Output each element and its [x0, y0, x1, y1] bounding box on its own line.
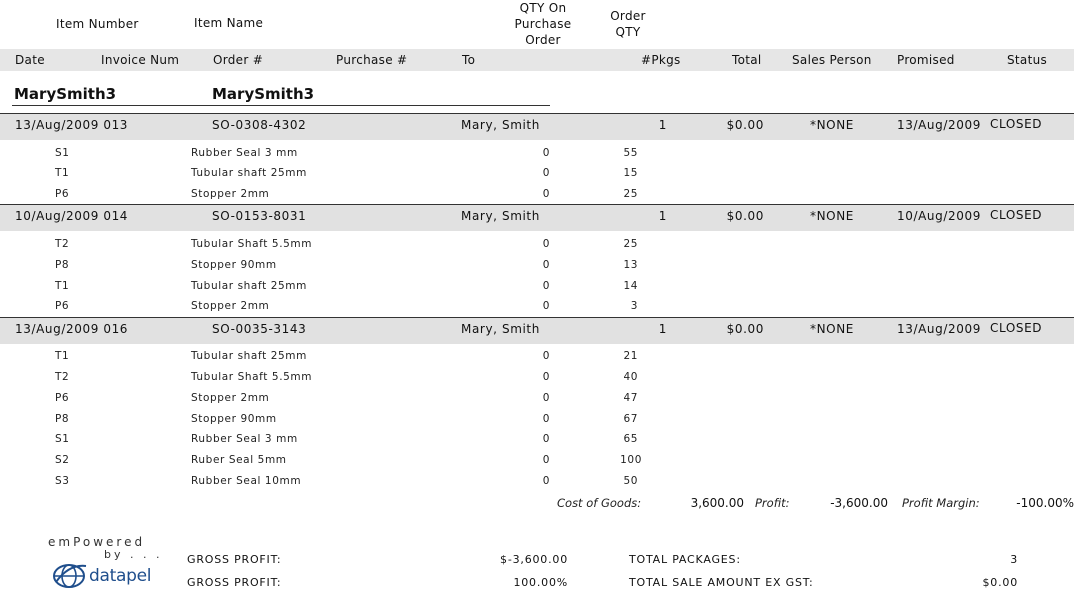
col-qty-on-po-line3: Order — [525, 33, 561, 47]
order-to: Mary, Smith — [461, 118, 540, 132]
line-qty-po: 0 — [542, 259, 550, 271]
profit-margin-label: Profit Margin: — [902, 496, 980, 510]
order-promised: 13/Aug/2009 — [897, 118, 981, 132]
col-pkgs: #Pkgs — [641, 53, 681, 67]
line-item-name: Tubular shaft 25mm — [191, 350, 307, 362]
line-item-name: Stopper 2mm — [191, 300, 270, 312]
line-item-number: S1 — [55, 147, 70, 159]
line-order-qty: 40 — [623, 371, 638, 383]
col-promised: Promised — [897, 53, 955, 67]
line-item-name: Stopper 2mm — [191, 188, 270, 200]
order-number: SO-0308-4302 — [212, 118, 307, 132]
line-item-number: T2 — [55, 371, 70, 383]
line-qty-po: 0 — [542, 300, 550, 312]
logo-datapel: datapel — [89, 566, 152, 586]
customer-code: MarySmith3 — [14, 85, 117, 103]
line-item-number: T1 — [55, 350, 70, 362]
cost-of-goods-value: 3,600.00 — [690, 496, 744, 510]
line-item-name: Tubular Shaft 5.5mm — [191, 238, 313, 250]
line-order-qty: 47 — [623, 392, 638, 404]
line-qty-po: 0 — [542, 392, 550, 404]
order-total: $0.00 — [726, 322, 764, 336]
line-item-name: Tubular shaft 25mm — [191, 167, 307, 179]
logo-by: by . . . — [104, 548, 163, 561]
datapel-globe-icon — [52, 560, 90, 588]
order-promised: 10/Aug/2009 — [897, 209, 981, 223]
line-item-name: Stopper 90mm — [191, 259, 277, 271]
line-item-number: P6 — [55, 392, 70, 404]
cost-of-goods-label: Cost of Goods: — [557, 496, 642, 510]
order-status: CLOSED — [990, 117, 1043, 131]
line-order-qty: 15 — [623, 167, 638, 179]
line-order-qty: 25 — [623, 238, 638, 250]
line-item-name: Stopper 90mm — [191, 413, 277, 425]
line-item-name: Rubber Seal 3 mm — [191, 147, 298, 159]
col-invoice-num: Invoice Num — [101, 53, 180, 67]
profit-label: Profit: — [755, 496, 790, 510]
col-total: Total — [732, 53, 762, 67]
line-order-qty: 100 — [620, 454, 642, 466]
gross-profit-label: GROSS PROFIT: — [187, 553, 282, 566]
line-qty-po: 0 — [542, 350, 550, 362]
total-sale-value: $0.00 — [982, 576, 1018, 589]
col-date: Date — [15, 53, 45, 67]
order-sales-person: *NONE — [810, 322, 854, 336]
order-number: SO-0035-3143 — [212, 322, 307, 336]
gross-profit-pct-label: GROSS PROFIT: — [187, 576, 282, 589]
gross-profit-pct-value: 100.00% — [513, 576, 568, 589]
total-packages-value: 3 — [1010, 553, 1018, 566]
line-qty-po: 0 — [542, 238, 550, 250]
col-status: Status — [1007, 53, 1048, 67]
order-to: Mary, Smith — [461, 209, 540, 223]
line-qty-po: 0 — [542, 188, 550, 200]
line-item-name: Tubular shaft 25mm — [191, 280, 307, 292]
order-date-invoice: 13/Aug/2009 013 — [15, 118, 129, 132]
col-qty-on-po-line2: Purchase — [514, 17, 572, 31]
order-promised: 13/Aug/2009 — [897, 322, 981, 336]
profit-margin-value: -100.00% — [1016, 496, 1074, 510]
order-pkgs: 1 — [658, 118, 667, 132]
line-order-qty: 50 — [623, 475, 638, 487]
line-item-number: S1 — [55, 433, 70, 445]
line-qty-po: 0 — [542, 147, 550, 159]
line-item-name: Tubular Shaft 5.5mm — [191, 371, 313, 383]
order-pkgs: 1 — [658, 322, 667, 336]
col-order-qty-line1: Order — [610, 9, 646, 23]
order-sales-person: *NONE — [810, 209, 854, 223]
col-order-num: Order # — [213, 53, 264, 67]
line-item-number: T1 — [55, 167, 70, 179]
order-sales-person: *NONE — [810, 118, 854, 132]
line-item-number: S2 — [55, 454, 70, 466]
line-order-qty: 25 — [623, 188, 638, 200]
line-item-name: Rubber Seal 3 mm — [191, 433, 298, 445]
col-to: To — [462, 53, 476, 67]
line-item-name: Ruber Seal 5mm — [191, 454, 287, 466]
col-qty-on-po-line1: QTY On — [519, 1, 567, 15]
order-total: $0.00 — [726, 209, 764, 223]
line-item-number: P8 — [55, 413, 70, 425]
col-sales-person: Sales Person — [792, 53, 872, 67]
line-item-number: S3 — [55, 475, 70, 487]
logo-empowered: emPowered — [48, 535, 146, 549]
line-qty-po: 0 — [542, 280, 550, 292]
line-qty-po: 0 — [542, 454, 550, 466]
col-purchase-num: Purchase # — [336, 53, 408, 67]
col-order-qty — [598, 8, 658, 40]
line-order-qty: 13 — [623, 259, 638, 271]
line-qty-po: 0 — [542, 413, 550, 425]
line-order-qty: 21 — [623, 350, 638, 362]
total-packages-label: TOTAL PACKAGES: — [629, 553, 741, 566]
line-item-number: P6 — [55, 300, 70, 312]
line-qty-po: 0 — [542, 433, 550, 445]
total-sale-label: TOTAL SALE AMOUNT EX GST: — [629, 576, 814, 589]
col-order-qty-line2: QTY — [615, 25, 641, 39]
line-order-qty: 14 — [623, 280, 638, 292]
gross-profit-value: $-3,600.00 — [500, 553, 568, 566]
line-qty-po: 0 — [542, 371, 550, 383]
line-order-qty: 55 — [623, 147, 638, 159]
order-date-invoice: 10/Aug/2009 014 — [15, 209, 129, 223]
order-status: CLOSED — [990, 321, 1043, 335]
line-qty-po: 0 — [542, 167, 550, 179]
line-item-number: P6 — [55, 188, 70, 200]
order-pkgs: 1 — [658, 209, 667, 223]
order-number: SO-0153-8031 — [212, 209, 307, 223]
order-status: CLOSED — [990, 208, 1043, 222]
line-item-number: T2 — [55, 238, 70, 250]
line-item-name: Stopper 2mm — [191, 392, 270, 404]
col-item-number: Item Number — [56, 17, 139, 31]
col-qty-on-po — [508, 0, 578, 48]
line-order-qty: 67 — [623, 413, 638, 425]
customer-name: MarySmith3 — [212, 85, 315, 103]
line-item-number: P8 — [55, 259, 70, 271]
line-order-qty: 65 — [623, 433, 638, 445]
customer-underline — [12, 105, 550, 106]
col-item-name: Item Name — [194, 16, 264, 30]
order-date-invoice: 13/Aug/2009 016 — [15, 322, 129, 336]
order-total: $0.00 — [726, 118, 764, 132]
line-qty-po: 0 — [542, 475, 550, 487]
line-item-name: Rubber Seal 10mm — [191, 475, 302, 487]
order-to: Mary, Smith — [461, 322, 540, 336]
line-order-qty: 3 — [630, 300, 638, 312]
profit-value: -3,600.00 — [830, 496, 888, 510]
line-item-number: T1 — [55, 280, 70, 292]
